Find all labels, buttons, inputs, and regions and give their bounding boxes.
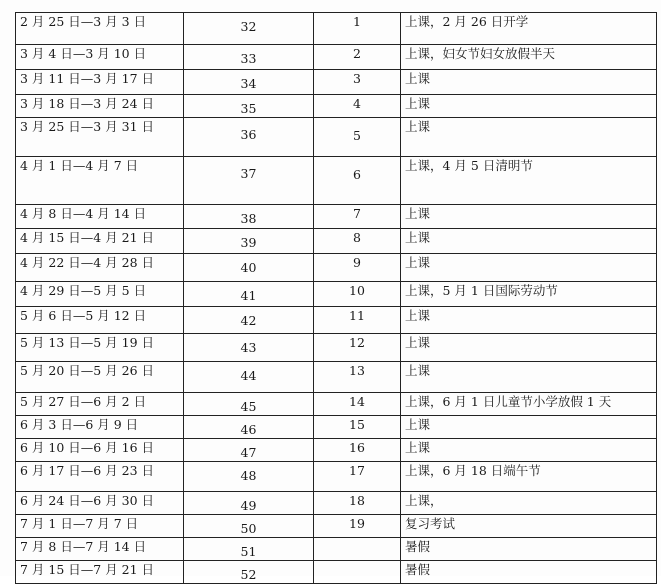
date-range-cell: 6 月 24 日—6 月 30 日 (16, 492, 184, 515)
week-number-cell: 45 (184, 393, 314, 416)
week-number-cell: 42 (184, 307, 314, 334)
table-row (16, 45, 657, 70)
date-range-cell: 4 月 29 日—5 月 5 日 (16, 282, 184, 307)
table-row (16, 307, 657, 334)
note-cell: 上课，6 月 1 日儿童节小学放假 1 天 (401, 393, 657, 416)
teaching-week-cell: 1 (314, 13, 401, 45)
teaching-week-cell: 7 (314, 205, 401, 229)
note-cell: 上课 (401, 95, 657, 118)
teaching-week-cell: 19 (314, 515, 401, 538)
table-row (16, 561, 657, 584)
week-number-cell: 32 (184, 13, 314, 45)
week-number-cell: 34 (184, 70, 314, 95)
note-cell: 上课， (401, 492, 657, 515)
date-range-cell: 7 月 1 日—7 月 7 日 (16, 515, 184, 538)
table-row (16, 362, 657, 393)
week-number-cell: 41 (184, 282, 314, 307)
teaching-week-cell: 6 (314, 157, 401, 205)
table-row (16, 254, 657, 282)
date-range-cell: 6 月 3 日—6 月 9 日 (16, 416, 184, 439)
date-range-cell: 4 月 8 日—4 月 14 日 (16, 205, 184, 229)
table-row (16, 462, 657, 492)
note-cell: 上课，6 月 18 日端午节 (401, 462, 657, 492)
week-number-cell: 52 (184, 561, 314, 584)
date-range-cell: 7 月 8 日—7 月 14 日 (16, 538, 184, 561)
teaching-week-cell: 11 (314, 307, 401, 334)
date-range-cell: 5 月 20 日—5 月 26 日 (16, 362, 184, 393)
week-number-cell: 43 (184, 334, 314, 362)
note-cell: 上课 (401, 307, 657, 334)
date-range-cell: 2 月 25 日—3 月 3 日 (16, 13, 184, 45)
date-range-cell: 5 月 6 日—5 月 12 日 (16, 307, 184, 334)
week-number-cell: 46 (184, 416, 314, 439)
teaching-week-cell: 2 (314, 45, 401, 70)
week-number-cell: 47 (184, 439, 314, 462)
table-row (16, 157, 657, 205)
date-range-cell: 3 月 4 日—3 月 10 日 (16, 45, 184, 70)
date-range-cell: 6 月 17 日—6 月 23 日 (16, 462, 184, 492)
note-cell: 上课，2 月 26 日开学 (401, 13, 657, 45)
week-number-cell: 48 (184, 462, 314, 492)
date-range-cell: 5 月 13 日—5 月 19 日 (16, 334, 184, 362)
week-number-cell: 39 (184, 229, 314, 254)
table-row (16, 205, 657, 229)
date-range-cell: 4 月 22 日—4 月 28 日 (16, 254, 184, 282)
note-cell: 复习考试 (401, 515, 657, 538)
note-cell: 暑假 (401, 538, 657, 561)
table-row (16, 439, 657, 462)
note-cell: 上课 (401, 229, 657, 254)
note-cell: 上课 (401, 416, 657, 439)
date-range-cell: 6 月 10 日—6 月 16 日 (16, 439, 184, 462)
week-number-cell: 44 (184, 362, 314, 393)
week-number-cell: 36 (184, 118, 314, 157)
date-range-cell: 7 月 15 日—7 月 21 日 (16, 561, 184, 584)
teaching-week-cell: 18 (314, 492, 401, 515)
table-row (16, 70, 657, 95)
note-cell: 上课 (401, 362, 657, 393)
note-cell: 上课，5 月 1 日国际劳动节 (401, 282, 657, 307)
teaching-week-cell: 15 (314, 416, 401, 439)
table-row (16, 492, 657, 515)
teaching-week-cell: 5 (314, 118, 401, 157)
teaching-week-cell (314, 538, 401, 561)
date-range-cell: 4 月 1 日—4 月 7 日 (16, 157, 184, 205)
table-row (16, 416, 657, 439)
date-range-cell: 5 月 27 日—6 月 2 日 (16, 393, 184, 416)
table-row (16, 538, 657, 561)
week-number-cell: 40 (184, 254, 314, 282)
teaching-week-cell: 17 (314, 462, 401, 492)
note-cell: 上课 (401, 334, 657, 362)
school-calendar-table (15, 12, 657, 584)
table-row (16, 282, 657, 307)
date-range-cell: 3 月 18 日—3 月 24 日 (16, 95, 184, 118)
calendar-table-body (16, 13, 657, 584)
teaching-week-cell: 14 (314, 393, 401, 416)
teaching-week-cell: 12 (314, 334, 401, 362)
table-row (16, 13, 657, 45)
table-row (16, 515, 657, 538)
date-range-cell: 3 月 11 日—3 月 17 日 (16, 70, 184, 95)
note-cell: 上课，4 月 5 日清明节 (401, 157, 657, 205)
date-range-cell: 4 月 15 日—4 月 21 日 (16, 229, 184, 254)
note-cell: 上课 (401, 254, 657, 282)
teaching-week-cell: 16 (314, 439, 401, 462)
date-range-cell: 3 月 25 日—3 月 31 日 (16, 118, 184, 157)
week-number-cell: 51 (184, 538, 314, 561)
week-number-cell: 35 (184, 95, 314, 118)
teaching-week-cell (314, 561, 401, 584)
note-cell: 上课 (401, 118, 657, 157)
table-row (16, 229, 657, 254)
note-cell: 上课 (401, 70, 657, 95)
week-number-cell: 37 (184, 157, 314, 205)
teaching-week-cell: 9 (314, 254, 401, 282)
teaching-week-cell: 10 (314, 282, 401, 307)
note-cell: 上课 (401, 205, 657, 229)
note-cell: 上课，妇女节妇女放假半天 (401, 45, 657, 70)
teaching-week-cell: 13 (314, 362, 401, 393)
note-cell: 暑假 (401, 561, 657, 584)
teaching-week-cell: 4 (314, 95, 401, 118)
week-number-cell: 49 (184, 492, 314, 515)
teaching-week-cell: 8 (314, 229, 401, 254)
table-row (16, 95, 657, 118)
week-number-cell: 33 (184, 45, 314, 70)
week-number-cell: 50 (184, 515, 314, 538)
table-row (16, 334, 657, 362)
week-number-cell: 38 (184, 205, 314, 229)
teaching-week-cell: 3 (314, 70, 401, 95)
note-cell: 上课 (401, 439, 657, 462)
table-row (16, 118, 657, 157)
table-row (16, 393, 657, 416)
